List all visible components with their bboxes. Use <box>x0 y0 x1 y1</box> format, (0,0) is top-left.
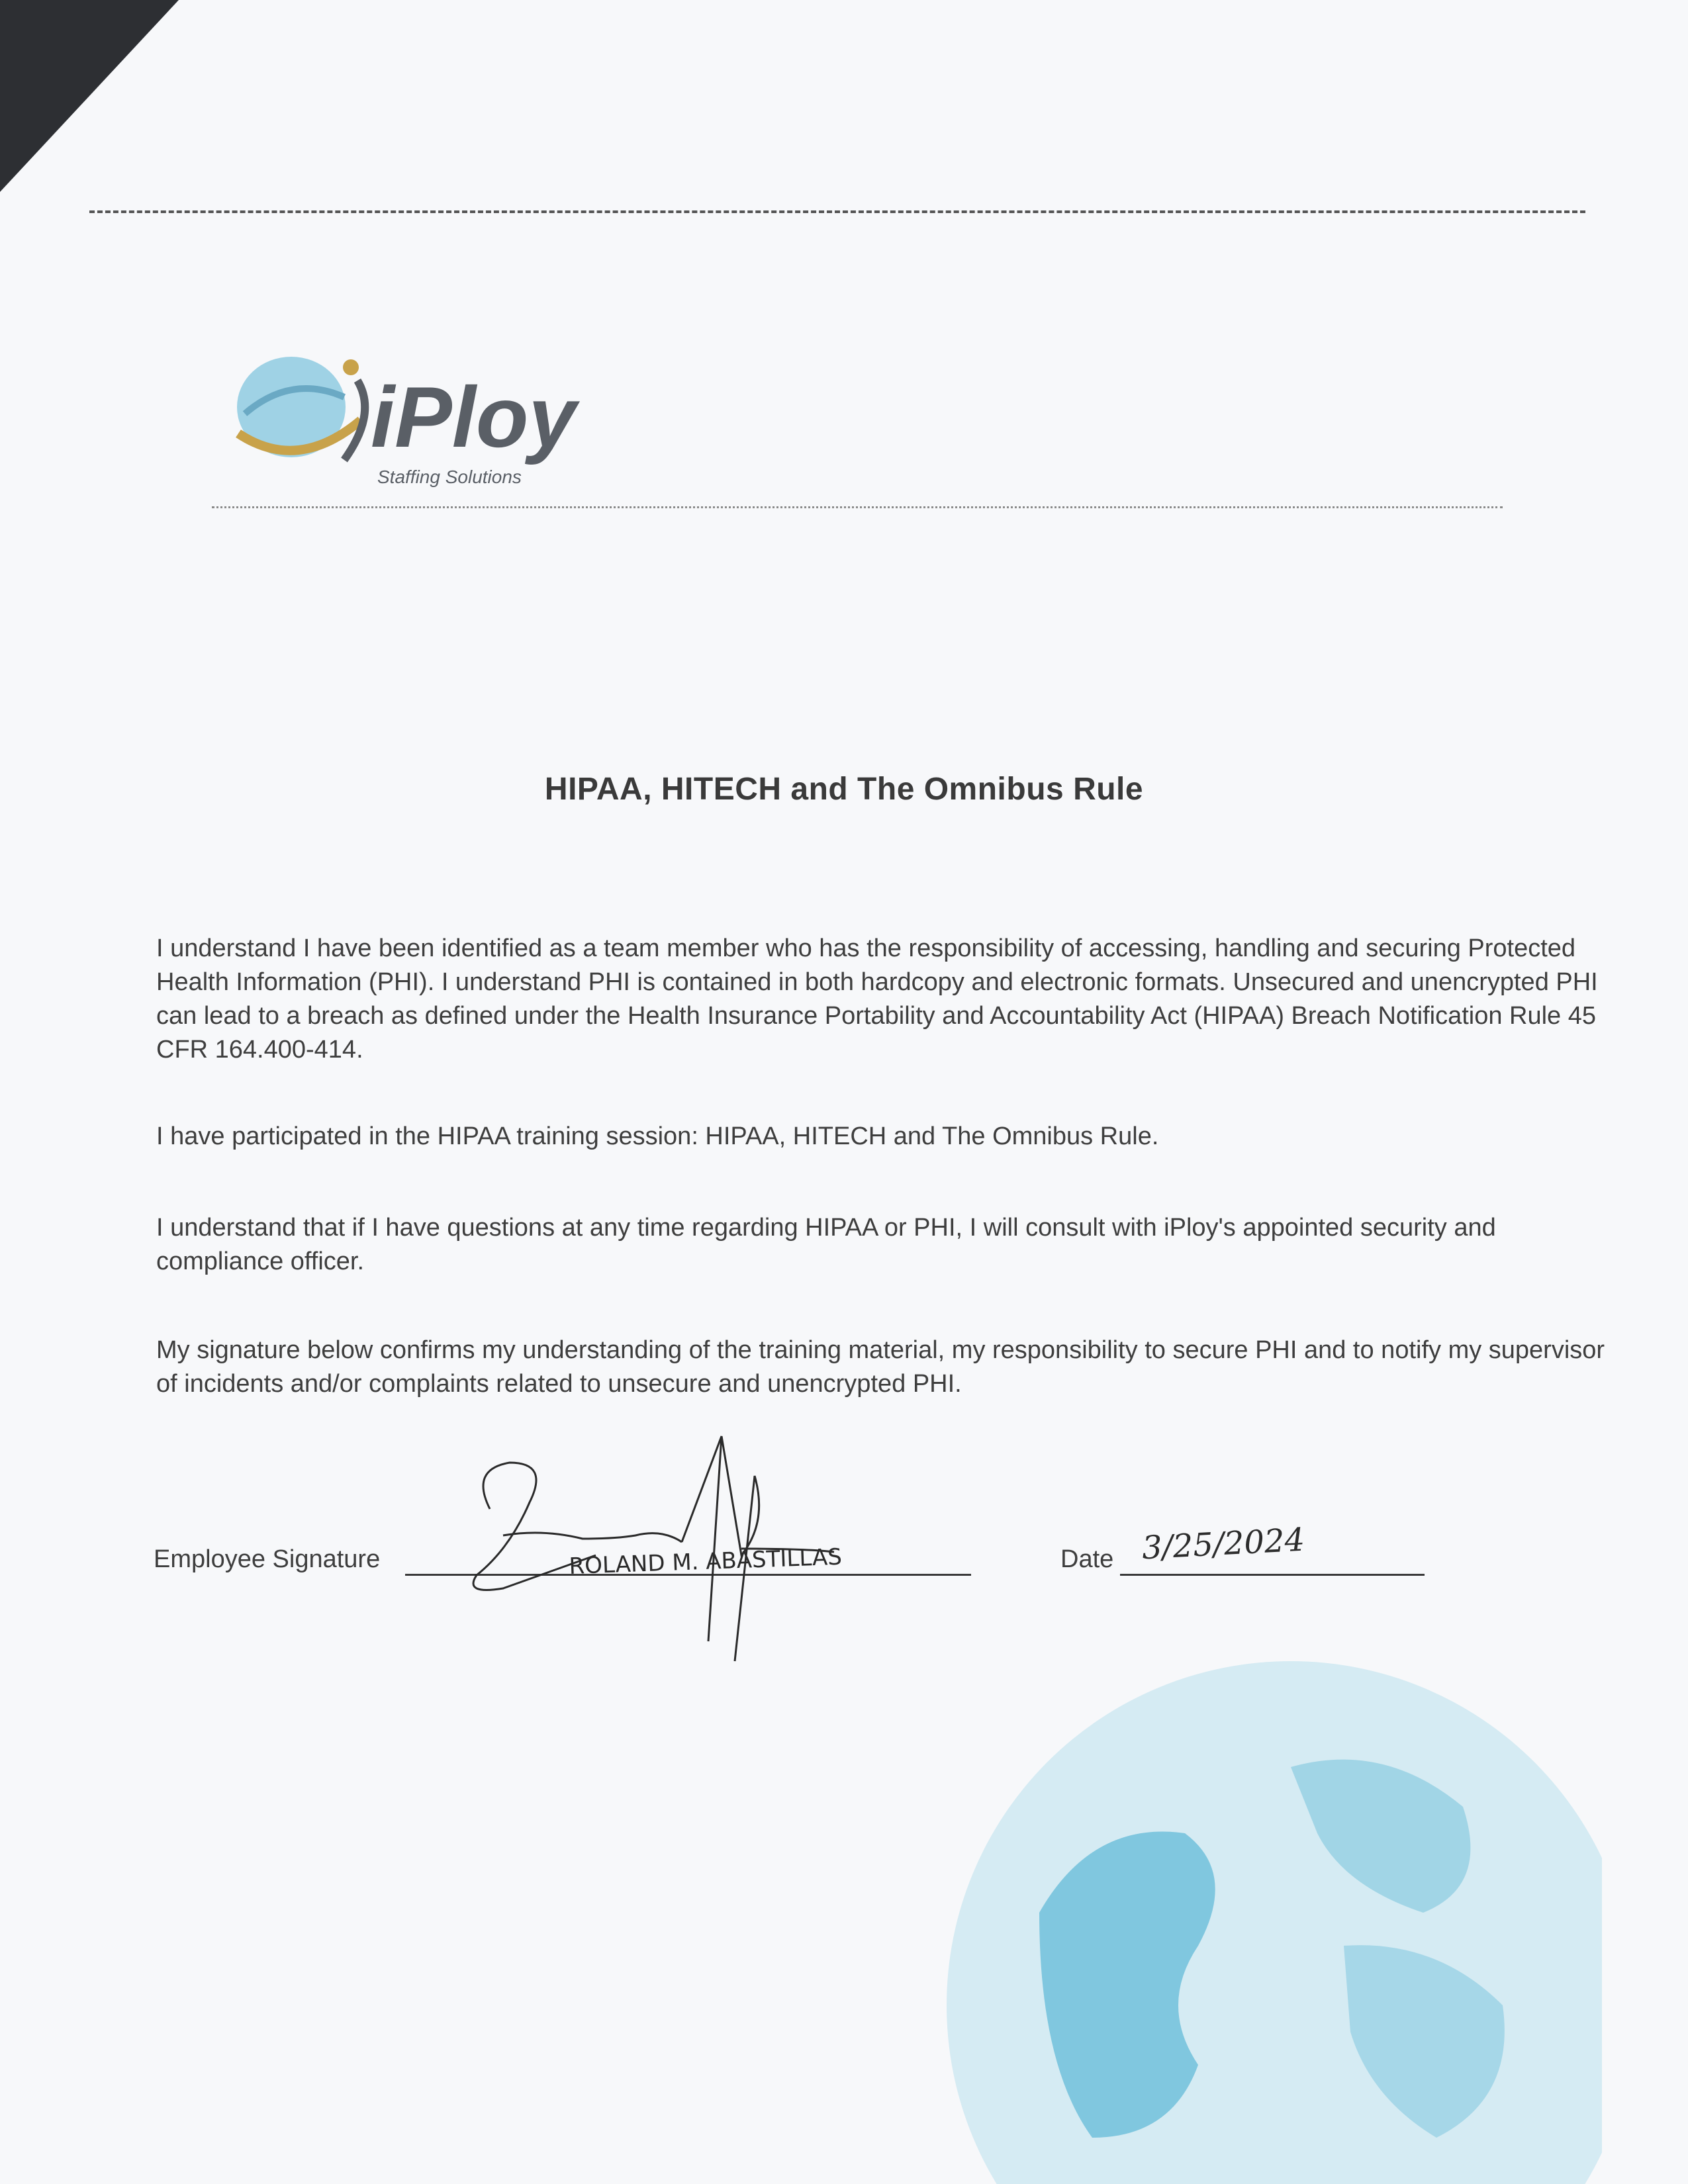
date-label: Date <box>1060 1545 1114 1573</box>
svg-text:Staffing Solutions: Staffing Solutions <box>377 467 522 487</box>
document-title: HIPAA, HITECH and The Omnibus Rule <box>544 772 1144 807</box>
handwritten-signature <box>463 1423 914 1668</box>
page-corner-fold <box>0 0 179 192</box>
paragraph-responsibility: I understand I have been identified as a team member who has the responsibility of accessing, handling and securing Protected Health Information (PHI). I understand PHI is contained in both hardcopy and electronic formats. Unsecured and unencrypted PHI can lead to a breach as defined under the Health Insurance Portability and Accountability Act (HIPAA) Breach Notification Rule 45 CFR 164.400-414. <box>156 934 1598 1064</box>
header-rule <box>89 210 1585 213</box>
company-logo <box>218 334 695 506</box>
date-value: 3/25/2024 <box>1141 1521 1306 1567</box>
logo-divider <box>212 506 1503 508</box>
paragraph-training: I have participated in the HIPAA training session: HIPAA, HITECH and The Omnibus Rule. <box>156 1122 1159 1150</box>
paragraph-confirmation: My signature below confirms my understanding of the training material, my responsibility to secure PHI and to notify my supervisor of incidents and/or complaints related to unsecure and unencrypted PHI. <box>156 1336 1605 1398</box>
signature-label: Employee Signature <box>154 1545 381 1573</box>
paragraph-compliance: I understand that if I have questions at any time regarding HIPAA or PHI, I will consult with iPloy's appointed security and compliance officer. <box>156 1214 1496 1275</box>
date-line <box>1120 1574 1425 1576</box>
globe-watermark <box>920 1635 1602 2184</box>
svg-text:ROLAND M. ABASTILLAS: ROLAND M. ABASTILLAS <box>568 1543 843 1580</box>
svg-text:iPloy: iPloy <box>371 369 577 465</box>
